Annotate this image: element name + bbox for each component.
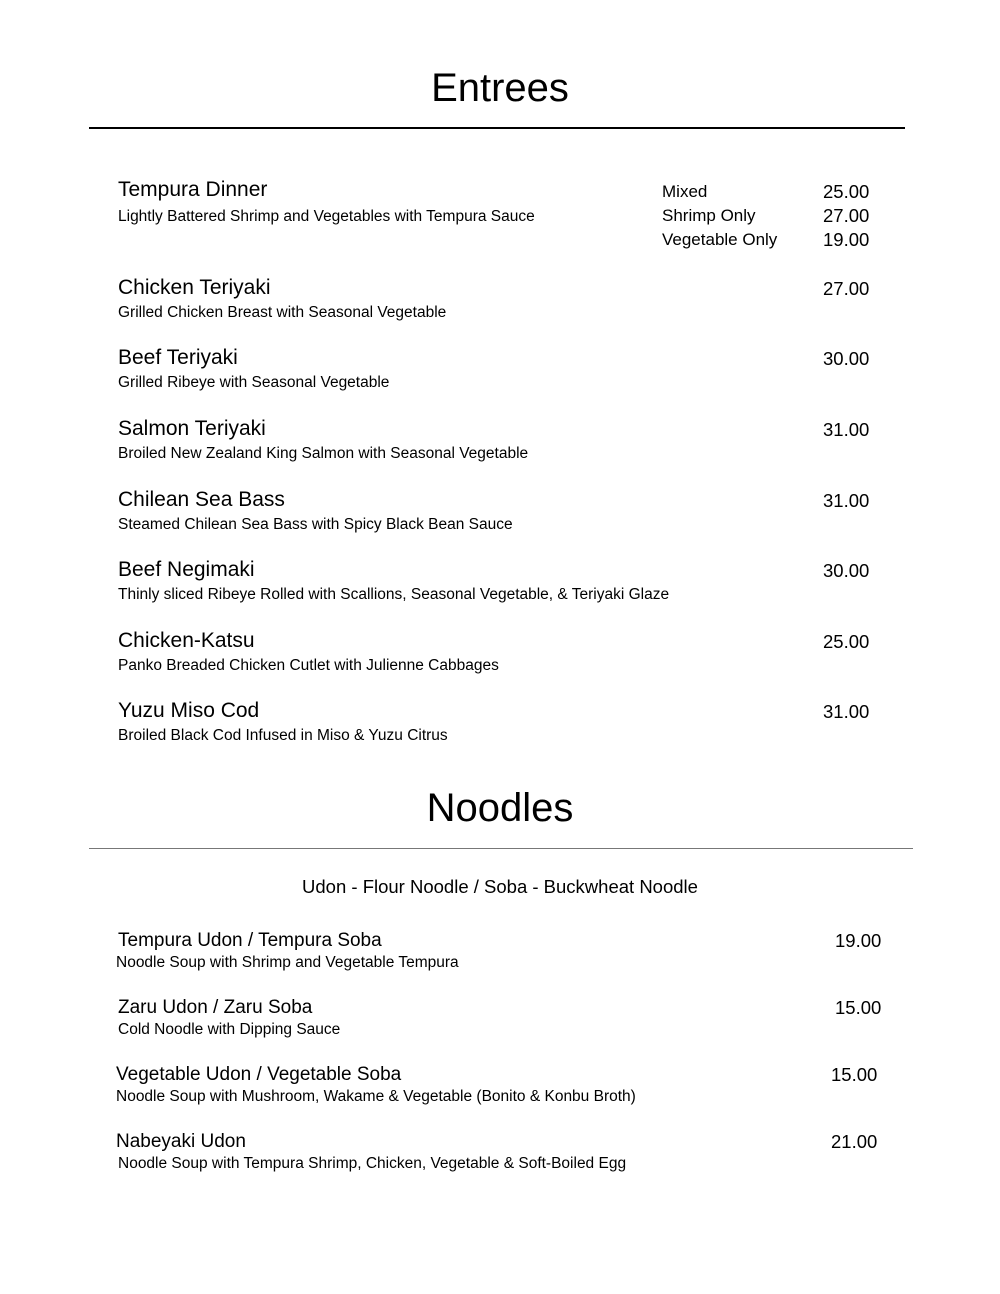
item-description: Grilled Ribeye with Seasonal Vegetable — [118, 374, 390, 391]
item-description: Cold Noodle with Dipping Sauce — [118, 1021, 341, 1038]
item-price: 21.00 — [831, 1131, 878, 1152]
item-name: Beef Teriyaki — [118, 346, 238, 369]
item-price: 27.00 — [823, 278, 870, 299]
item-name: Vegetable Udon / Vegetable Soba — [116, 1064, 402, 1085]
noodles-divider — [89, 848, 913, 849]
variant-price: 27.00 — [823, 205, 870, 226]
item-description: Thinly sliced Ribeye Rolled with Scallions, Seasonal Vegetable, & Teriyaki Glaze — [118, 586, 670, 603]
item-name: Yuzu Miso Cod — [118, 699, 260, 722]
item-description: Steamed Chilean Sea Bass with Spicy Black Bean Sauce — [118, 516, 513, 533]
item-name: Nabeyaki Udon — [116, 1131, 246, 1152]
variant-label: Shrimp Only — [662, 206, 756, 225]
item-name: Zaru Udon / Zaru Soba — [118, 997, 313, 1018]
variant-label: Vegetable Only — [662, 230, 778, 249]
item-price: 15.00 — [835, 997, 882, 1018]
item-name: Chicken Teriyaki — [118, 276, 271, 299]
item-name: Salmon Teriyaki — [118, 417, 266, 440]
item-name: Beef Negimaki — [118, 558, 255, 581]
entrees-title: Entrees — [431, 66, 569, 110]
item-price: 31.00 — [823, 701, 870, 722]
item-description: Broiled New Zealand King Salmon with Seasonal Vegetable — [118, 445, 529, 462]
variant-label: Mixed — [662, 182, 708, 201]
item-price: 15.00 — [831, 1064, 878, 1085]
item-price: 31.00 — [823, 419, 870, 440]
noodles-subtitle: Udon - Flour Noodle / Soba - Buckwheat Noodle — [302, 876, 698, 897]
item-description: Grilled Chicken Breast with Seasonal Vegetable — [118, 304, 447, 321]
item-name: Chilean Sea Bass — [118, 488, 285, 511]
variant-price: 19.00 — [823, 229, 870, 250]
item-description: Noodle Soup with Mushroom, Wakame & Vegetable (Bonito & Konbu Broth) — [116, 1088, 636, 1105]
item-description: Panko Breaded Chicken Cutlet with Julienne Cabbages — [118, 657, 499, 674]
item-price: 30.00 — [823, 348, 870, 369]
item-name: Tempura Dinner — [118, 178, 268, 201]
item-price: 31.00 — [823, 490, 870, 511]
item-description: Noodle Soup with Tempura Shrimp, Chicken, Vegetable & Soft-Boiled Egg — [118, 1155, 627, 1172]
entrees-divider — [89, 127, 905, 129]
item-description: Broiled Black Cod Infused in Miso & Yuzu Citrus — [118, 727, 448, 744]
variant-price: 25.00 — [823, 181, 870, 202]
item-name: Tempura Udon / Tempura Soba — [118, 930, 382, 951]
price-variant — [0, 182, 1000, 206]
item-price: 19.00 — [835, 930, 882, 951]
item-description: Lightly Battered Shrimp and Vegetables with Tempura Sauce — [118, 208, 535, 225]
item-price: 25.00 — [823, 631, 870, 652]
noodles-title: Noodles — [426, 786, 574, 830]
price-variant — [0, 230, 1000, 254]
item-price: 30.00 — [823, 560, 870, 581]
item-description: Noodle Soup with Shrimp and Vegetable Tempura — [116, 954, 459, 971]
item-name: Chicken-Katsu — [118, 629, 255, 652]
price-variant — [0, 206, 1000, 230]
